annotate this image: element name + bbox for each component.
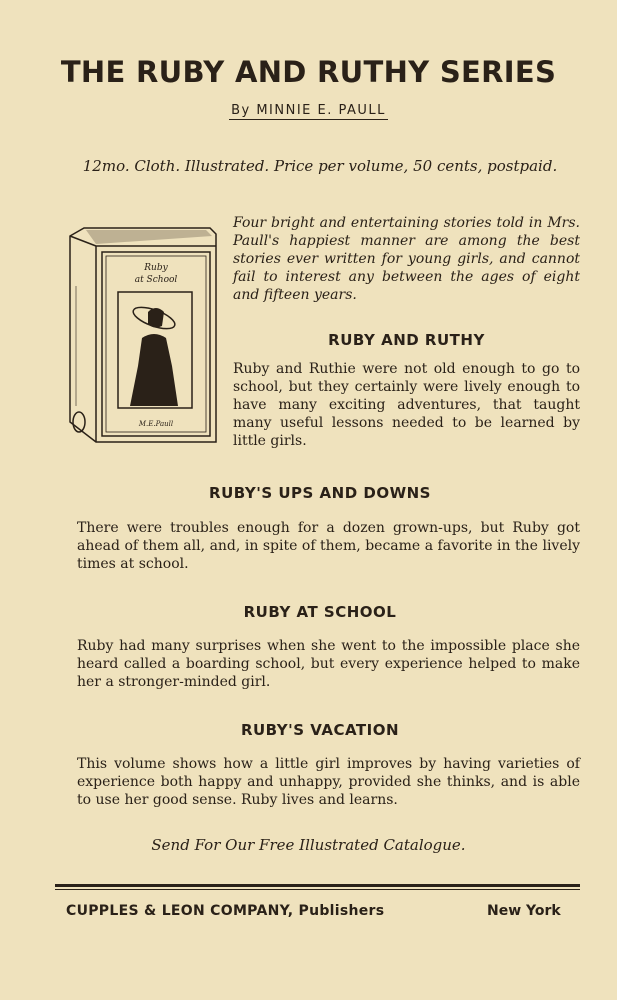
author: By MINNIE E. PAULL [231, 103, 386, 118]
cover-author: M.E.Paull [138, 420, 174, 428]
byline [0, 103, 617, 118]
divider-thick [55, 884, 580, 887]
book-title-2: RUBY'S UPS AND DOWNS [209, 484, 431, 502]
book-title-3: RUBY AT SCHOOL [243, 603, 397, 621]
catalogue-note: Send For Our Free Illustrated Catalogue. [151, 836, 466, 854]
book-desc-2: There were troubles enough for a dozen grown-ups, but Ruby got ahead of them all, and, in spite of them, became a favorite in the lively times at school. [77, 520, 580, 572]
svg-text:at School: at School [134, 275, 178, 285]
edition-info: 12mo. Cloth. Illustrated. Price per volume, 50 cents, postpaid. [82, 157, 558, 175]
book-desc-3: Ruby had many surprises when she went to the impossible place she heard called a boarding school, but every experience helped to make her a stronger-minded girl. [77, 638, 580, 690]
book-desc-4: This volume shows how a little girl improves by having varieties of experience both happy and unhappy, provided she thinks, and is able to use her good sense. Ruby lives and learns. [77, 756, 580, 808]
page-title: THE RUBY AND RUTHY SERIES [60, 55, 557, 89]
series-intro: Four bright and entertaining stories told in Mrs. Paull's happiest manner are among the best stories ever written for young girls, and cannot fail to interest any between the ages of eight and fifteen years. [233, 215, 580, 303]
publisher: CUPPLES & LEON COMPANY, Publishers [66, 903, 385, 919]
cover-title: Ruby [144, 263, 168, 273]
book-illustration [66, 226, 218, 444]
book-title-1: RUBY AND RUTHY [328, 331, 485, 349]
book-title-4: RUBY'S VACATION [240, 721, 400, 739]
book-desc-1: Ruby and Ruthie were not old enough to go to school, but they certainly were lively enough to have many exciting adventures, that taught many useful lessons needed to be learned by little girls. [233, 361, 580, 449]
publisher-city: New York [487, 903, 561, 919]
divider-thin [55, 889, 580, 890]
